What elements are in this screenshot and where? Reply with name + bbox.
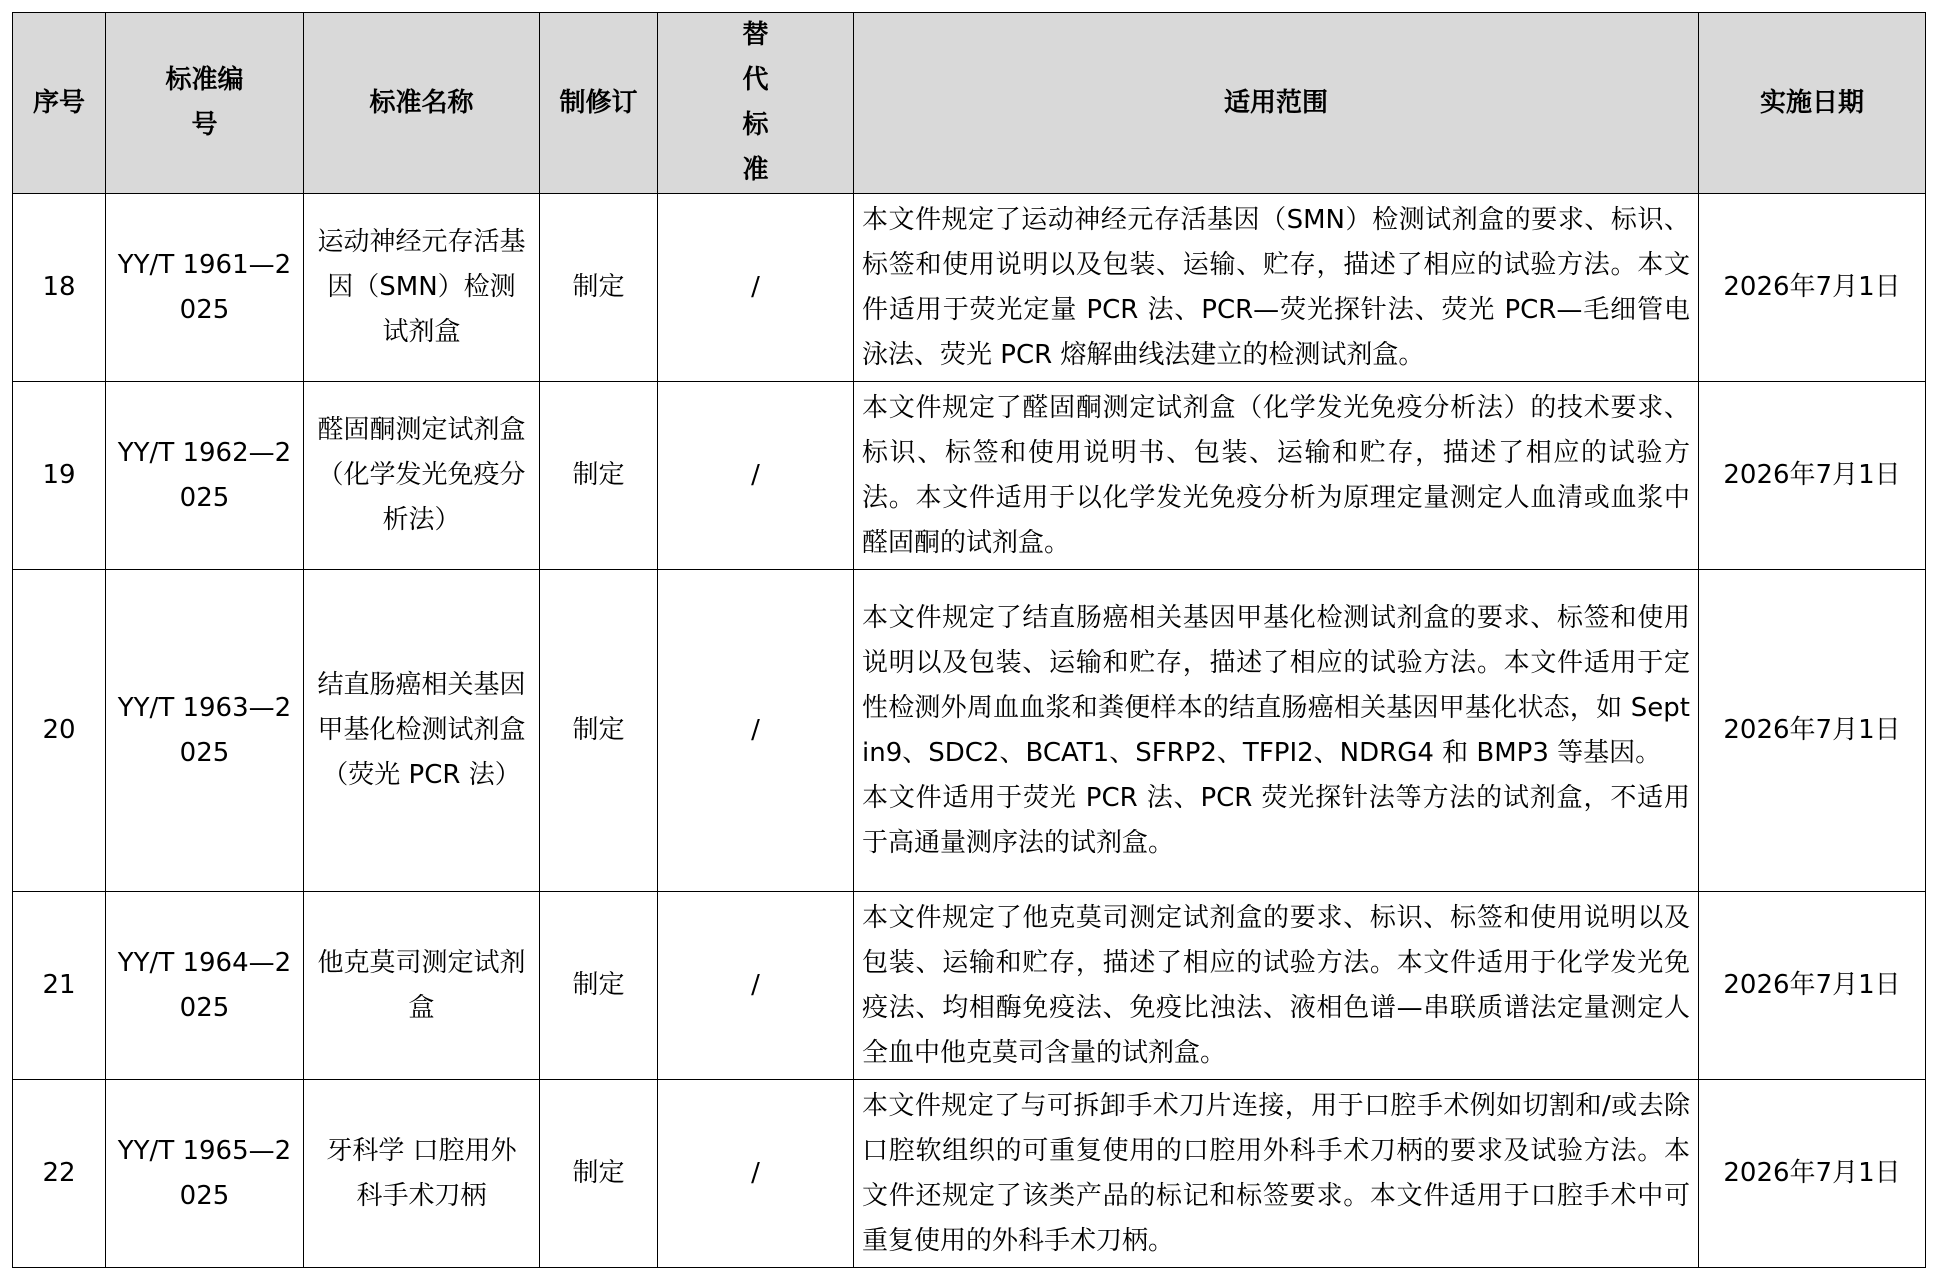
cell-replaces: / [658, 382, 854, 570]
table-body [13, 194, 1926, 1268]
cell-revision: 制定 [540, 194, 658, 382]
header-seq: 序号 [13, 13, 106, 194]
cell-seq: 19 [13, 382, 106, 570]
scope-paragraph: 本文件适用于荧光 PCR 法、PCR 荧光探针法等方法的试剂盒，不适用于高通量测序法的试剂盒。 [862, 782, 1690, 858]
cell-date: 2026年7月1日 [1699, 570, 1926, 892]
cell-revision: 制定 [540, 892, 658, 1080]
cell-standard-number: YY/T 1962—2025 [106, 382, 304, 570]
table-row [13, 570, 1926, 892]
cell-scope [854, 892, 1699, 1080]
cell-date: 2026年7月1日 [1699, 382, 1926, 570]
table-row [13, 194, 1926, 382]
cell-standard-name: 结直肠癌相关基因甲基化检测试剂盒（荧光 PCR 法） [304, 570, 540, 892]
cell-date: 2026年7月1日 [1699, 194, 1926, 382]
cell-scope [854, 570, 1699, 892]
table-row [13, 892, 1926, 1080]
cell-replaces: / [658, 892, 854, 1080]
header-revision: 制修订 [540, 13, 658, 194]
scope-paragraph: 本文件规定了运动神经元存活基因（SMN）检测试剂盒的要求、标识、标签和使用说明以及包装、运输、贮存，描述了相应的试验方法。本文件适用于荧光定量 PCR 法、PCR—荧光探针法、荧光 PCR—毛细管电泳法、荧光 PCR 熔解曲线法建立的检测试剂盒。 [862, 204, 1690, 370]
cell-standard-number: YY/T 1965—2025 [106, 1080, 304, 1268]
cell-standard-name: 牙科学 口腔用外科手术刀柄 [304, 1080, 540, 1268]
scope-paragraph: 本文件规定了与可拆卸手术刀片连接，用于口腔手术例如切割和/或去除口腔软组织的可重复使用的口腔用外科手术刀柄的要求及试验方法。本文件还规定了该类产品的标记和标签要求。本文件适用于口腔手术中可重复使用的外科手术刀柄。 [862, 1090, 1690, 1256]
header-row [13, 13, 1926, 194]
cell-date: 2026年7月1日 [1699, 1080, 1926, 1268]
cell-scope [854, 194, 1699, 382]
cell-replaces: / [658, 194, 854, 382]
cell-standard-name: 他克莫司测定试剂盒 [304, 892, 540, 1080]
header-number: 标准编号 [106, 13, 304, 194]
cell-standard-number: YY/T 1963—2025 [106, 570, 304, 892]
cell-revision: 制定 [540, 1080, 658, 1268]
scope-paragraph: 本文件规定了醛固酮测定试剂盒（化学发光免疫分析法）的技术要求、标识、标签和使用说明书、包装、运输和贮存，描述了相应的试验方法。本文件适用于以化学发光免疫分析为原理定量测定人血清或血浆中醛固酮的试剂盒。 [862, 392, 1690, 558]
cell-seq: 22 [13, 1080, 106, 1268]
header-scope: 适用范围 [854, 13, 1699, 194]
cell-revision: 制定 [540, 570, 658, 892]
table-row [13, 382, 1926, 570]
cell-replaces: / [658, 570, 854, 892]
table-header [13, 13, 1926, 194]
cell-seq: 18 [13, 194, 106, 382]
cell-revision: 制定 [540, 382, 658, 570]
cell-replaces: / [658, 1080, 854, 1268]
header-replaces: 替代标准 [658, 13, 854, 194]
table-row [13, 1080, 1926, 1268]
scope-paragraph: 本文件规定了结直肠癌相关基因甲基化检测试剂盒的要求、标签和使用说明以及包装、运输和贮存，描述了相应的试验方法。本文件适用于定性检测外周血血浆和粪便样本的结直肠癌相关基因甲基化状态，如 Septin9、SDC2、BCAT1、SFRP2、TFPI2、NDRG4 和 BMP3 等基因。 [862, 602, 1690, 768]
cell-seq: 20 [13, 570, 106, 892]
cell-seq: 21 [13, 892, 106, 1080]
cell-standard-name: 运动神经元存活基因（SMN）检测试剂盒 [304, 194, 540, 382]
standards-table [12, 12, 1926, 1268]
header-date: 实施日期 [1699, 13, 1926, 194]
cell-standard-number: YY/T 1964—2025 [106, 892, 304, 1080]
cell-scope [854, 1080, 1699, 1268]
standards-table-wrapper [12, 12, 1926, 1268]
cell-standard-name: 醛固酮测定试剂盒（化学发光免疫分析法） [304, 382, 540, 570]
cell-date: 2026年7月1日 [1699, 892, 1926, 1080]
cell-standard-number: YY/T 1961—2025 [106, 194, 304, 382]
cell-scope [854, 382, 1699, 570]
header-name: 标准名称 [304, 13, 540, 194]
scope-paragraph: 本文件规定了他克莫司测定试剂盒的要求、标识、标签和使用说明以及包装、运输和贮存，描述了相应的试验方法。本文件适用于化学发光免疫法、均相酶免疫法、免疫比浊法、液相色谱—串联质谱法定量测定人全血中他克莫司含量的试剂盒。 [862, 902, 1690, 1068]
